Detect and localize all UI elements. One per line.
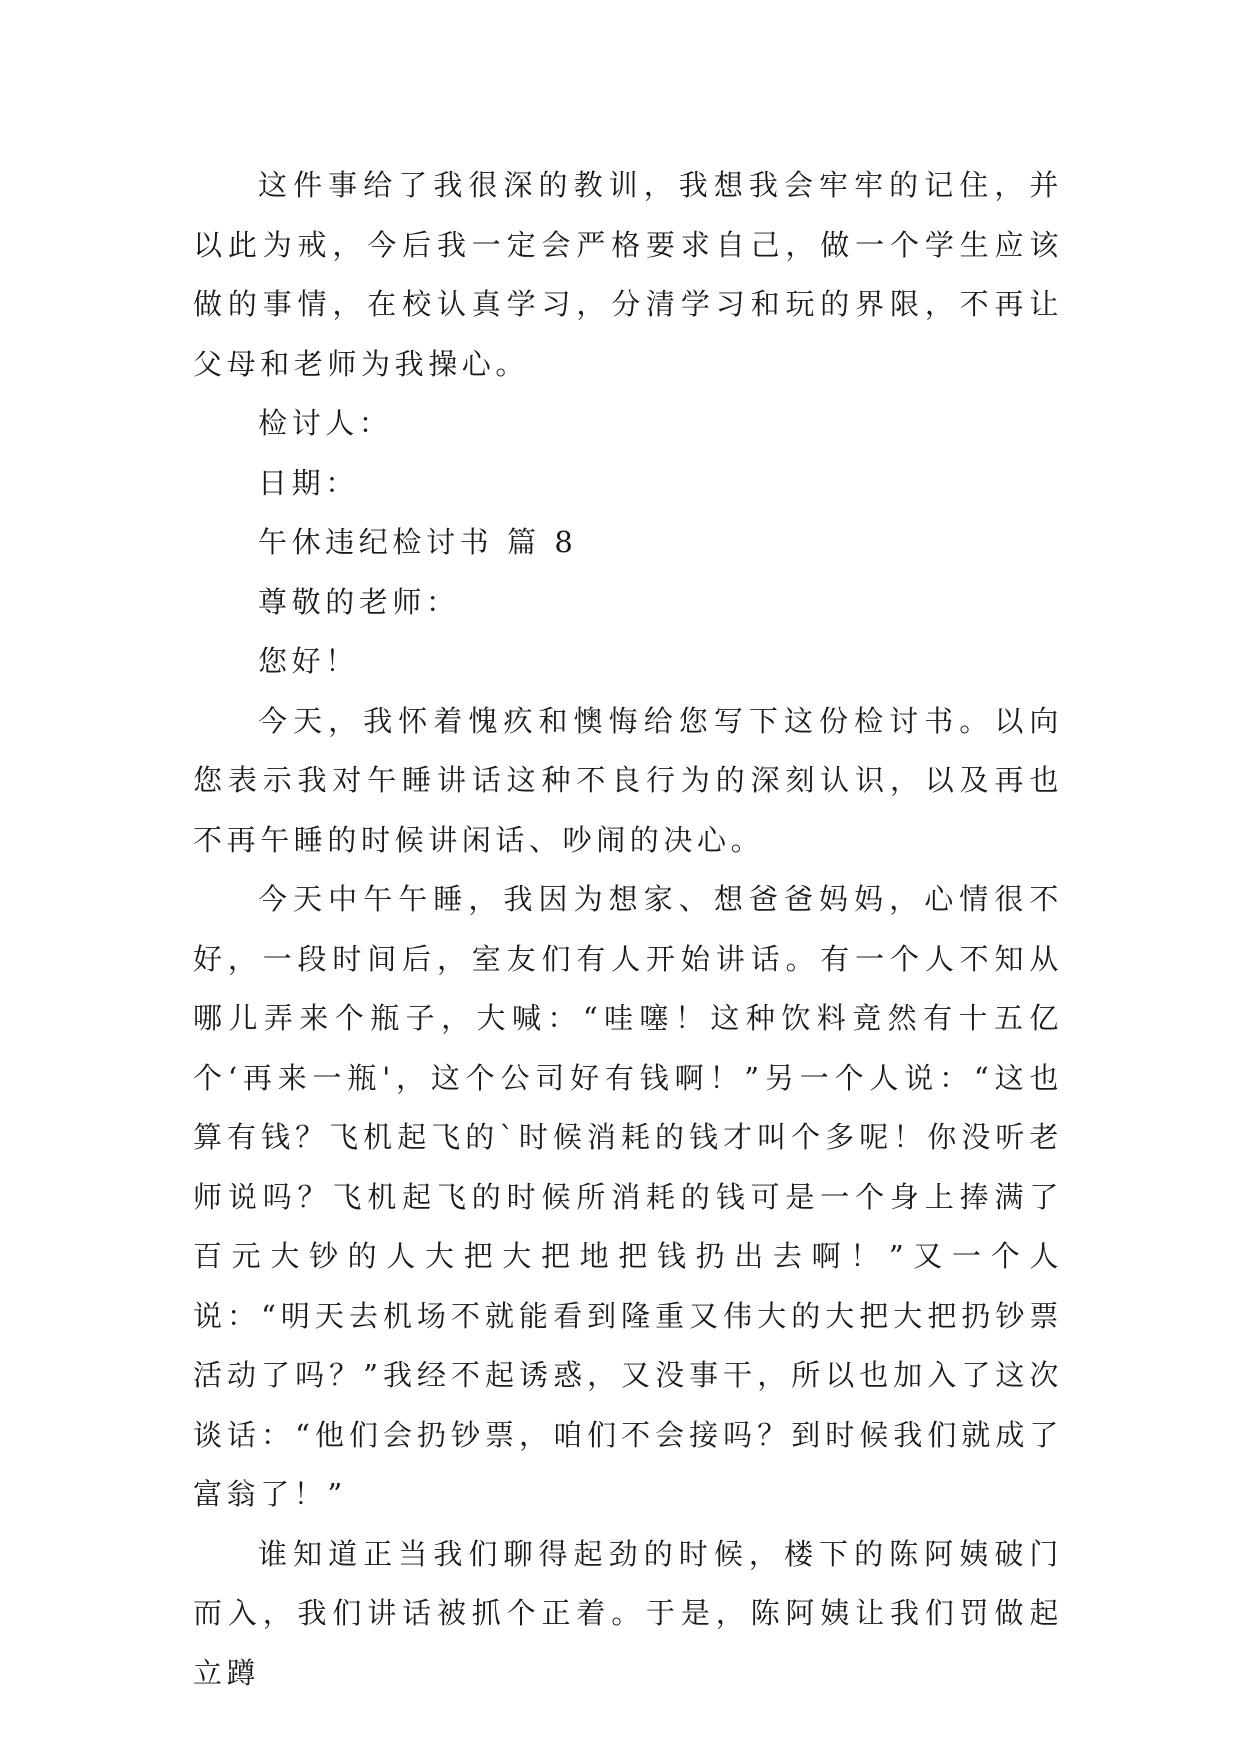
paragraph-caught: 谁知道正当我们聊得起劲的时候，楼下的陈阿姨破门而入，我们讲话被抓个正着。于是，陈阿姨让我们罚做起立蹲 (193, 1536, 1063, 1690)
section-title: 午休违纪检讨书 篇 8 (258, 525, 578, 559)
paragraph-salutation: 尊敬的老师： (258, 584, 460, 619)
paragraph-lesson-learned: 这件事给了我很深的教训，我想我会牢牢的记住，并以此为戒，今后我一定会严格要求自己，做一个学生应该做的事情，在校认真学习，分清学习和玩的界限，不再让父母和老师为我操心。 (193, 168, 1063, 381)
paragraph-signer-label: 检讨人： (258, 406, 393, 440)
paragraph-date-label: 日期： (258, 465, 359, 500)
paragraph-story: 今天中午午睡，我因为想家、想爸爸妈妈，心情很不好，一段时间后，室友们有人开始讲话。有一个人不知从哪儿弄来个瓶子，大喊：“哇噻！这种饮料竟然有十五亿个‘再来一瓶'，这个公司好有钱啊！”另一个人说：“这也算有钱？飞机起飞的`时候消耗的钱才叫个多呢！你没听老师说吗？飞机起飞的时候所消耗的钱可是一个身上捧满了百元大钞的人大把大把地把钱扔出去啊！”又一个人说：“明天去机场不就能看到隆重又伟大的大把大把扔钞票活动了吗？”我经不起诱惑，又没事干，所以也加入了这次谈话：“他们会扔钞票，咱们不会接吗？到时候我们就成了富翁了！” (193, 882, 1063, 1511)
document-body (193, 156, 1063, 1703)
paragraph-intro: 今天，我怀着愧疚和懊悔给您写下这份检讨书。以向您表示我对午睡讲话这种不良行为的深刻认识，以及再也不再午睡的时候讲闲话、吵闹的决心。 (193, 703, 1063, 857)
paragraph-greeting: 您好！ (258, 644, 359, 678)
